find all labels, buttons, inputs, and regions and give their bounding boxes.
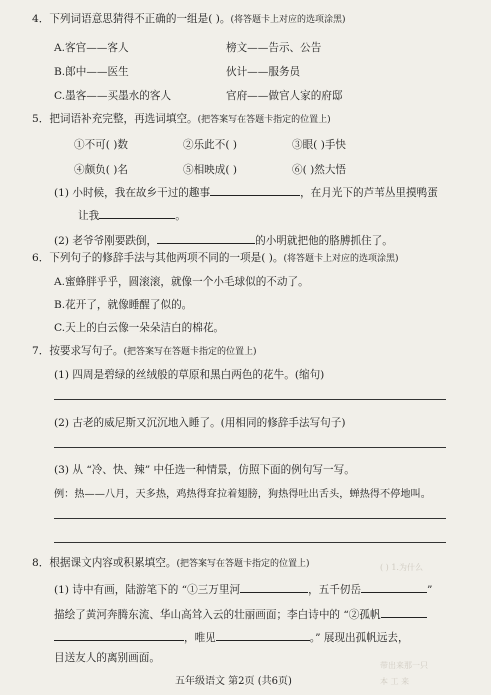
q5-note: (把答案写在答题卡指定的位置上)	[197, 115, 331, 125]
q7-example: 例：热——八月，天多热，鸡热得耷拉着翅膀，狗热得吐出舌头，蝉热得不停地叫。	[54, 489, 431, 500]
q7-stem	[32, 345, 257, 359]
q5-s1-part-b: ，在月光下的芦苇丛里摸鸭蛋	[300, 187, 438, 199]
q8-stem-text: 8．根据课文内容或积累填空。	[32, 557, 177, 569]
q8-l1-part-c: ”	[427, 584, 433, 596]
page-footer: 五年级语文 第2页 (共6页)	[175, 676, 292, 687]
q6-stem-text: 6．下列句子的修辞手法与其他两项不同的一项是( )。	[32, 252, 284, 264]
q8-blank-1[interactable]	[240, 581, 308, 593]
q5-word-1: ①不可( )数	[74, 139, 129, 151]
q5-sentence-1	[54, 184, 438, 200]
q4-note: (将答题卡上对应的选项涂黑)	[230, 15, 346, 25]
q5-word-5: ⑤相映成( )	[183, 164, 238, 176]
q7-sentence-2: (2) 古老的威尼斯又沉沉地入睡了。(用相同的修辞手法写句子)	[54, 417, 346, 429]
q4-option-b-right: 伙计——服务员	[226, 66, 301, 78]
q8-blank-2[interactable]	[361, 581, 427, 593]
q8-l3-part-b: 。” 展现出孤帆远去，	[309, 632, 409, 644]
q7-answer-line-2[interactable]	[54, 447, 446, 448]
q4-option-a-left: A.客官——客人	[54, 42, 129, 54]
q6-stem	[32, 252, 398, 266]
q6-option-a: A.蜜蜂胖乎乎，圆滚滚，就像一个小毛球似的不动了。	[54, 276, 309, 288]
q8-blank-3[interactable]	[381, 606, 427, 618]
bleed-text-4: 本 工 来	[380, 677, 410, 686]
q5-s2-part-b: 的小明就把他的胳膊抓住了。	[255, 235, 393, 247]
q5-sentence-1-cont	[78, 207, 186, 223]
q8-line-4: 目送友人的离别画面。	[54, 652, 160, 664]
q4-stem	[32, 13, 346, 27]
q4-option-c-right: 官府——做官人家的府邸	[226, 90, 343, 102]
q5-s1-part-d: 。	[175, 210, 186, 222]
q8-l3-part-a: ，唯见	[184, 632, 216, 644]
q5-s1-blank-2[interactable]	[99, 207, 175, 219]
q4-stem-text: 4．下列词语意思猜得不正确的一组是( )。	[32, 13, 231, 25]
q8-line-2	[54, 606, 427, 622]
q8-l2-part-a: 描绘了黄河奔腾东流、华山高耸入云的壮丽画面；李白诗中的 “②孤帆	[54, 609, 381, 621]
q6-option-c: C.天上的白云像一朵朵洁白的棉花。	[54, 322, 225, 334]
q8-line-3	[54, 629, 409, 645]
q8-blank-5[interactable]	[216, 629, 310, 641]
q5-word-2: ②乐此不( )	[183, 139, 238, 151]
q5-s2-blank[interactable]	[157, 232, 255, 244]
q8-stem	[32, 557, 310, 571]
bleed-text-1: ( ) 1.为什么	[380, 563, 423, 572]
q4-option-c-left: C.墨客——买墨水的客人	[54, 90, 172, 102]
q7-answer-line-1[interactable]	[54, 399, 446, 400]
q7-sentence-3: (3) 从 “冷、快、辣” 中任选一种情景，仿照下面的例句写一写。	[54, 464, 355, 476]
q6-option-b: B.花开了，就像睡醒了似的。	[54, 299, 193, 311]
q4-option-a-right: 榜文——告示、公告	[226, 42, 322, 54]
q8-l1-part-a: (1) 诗中有画，陆游笔下的 “①三万里河	[54, 584, 241, 596]
q8-blank-4[interactable]	[54, 629, 184, 641]
q8-note: (把答案写在答题卡指定的位置上)	[176, 559, 310, 569]
q8-line-1	[54, 581, 432, 597]
q7-sentence-1: (1) 四周是碧绿的丝绒般的草原和黑白两色的花牛。(缩句)	[54, 369, 325, 381]
q5-stem-text: 5．把词语补充完整，再选词填空。	[32, 113, 198, 125]
q5-s1-blank-1[interactable]	[210, 184, 300, 196]
q5-word-4: ④颇负( )名	[74, 164, 129, 176]
q7-note: (把答案写在答题卡指定的位置上)	[123, 347, 257, 357]
q7-stem-text: 7．按要求写句子。	[32, 345, 124, 357]
q5-word-6: ⑥( )然大悟	[292, 164, 347, 176]
q5-s2-part-a: (2) 老爷爷刚要跌倒，	[54, 235, 158, 247]
q5-s1-part-a: (1) 小时候，我在故乡干过的趣事	[54, 187, 211, 199]
q5-sentence-2	[54, 232, 393, 248]
q4-option-b-left: B.郎中——医生	[54, 66, 129, 78]
q6-note: (将答题卡上对应的选项涂黑)	[283, 254, 399, 264]
q5-word-3: ③眼( )手快	[292, 139, 347, 151]
q7-answer-line-3[interactable]	[54, 518, 446, 519]
q5-stem	[32, 113, 331, 127]
q7-answer-line-4[interactable]	[54, 542, 446, 543]
q5-s1-part-c: 让我	[78, 210, 100, 222]
q8-l1-part-b: ，五千仞岳	[308, 584, 362, 596]
bleed-text-3: 带出来那一只	[380, 661, 428, 670]
